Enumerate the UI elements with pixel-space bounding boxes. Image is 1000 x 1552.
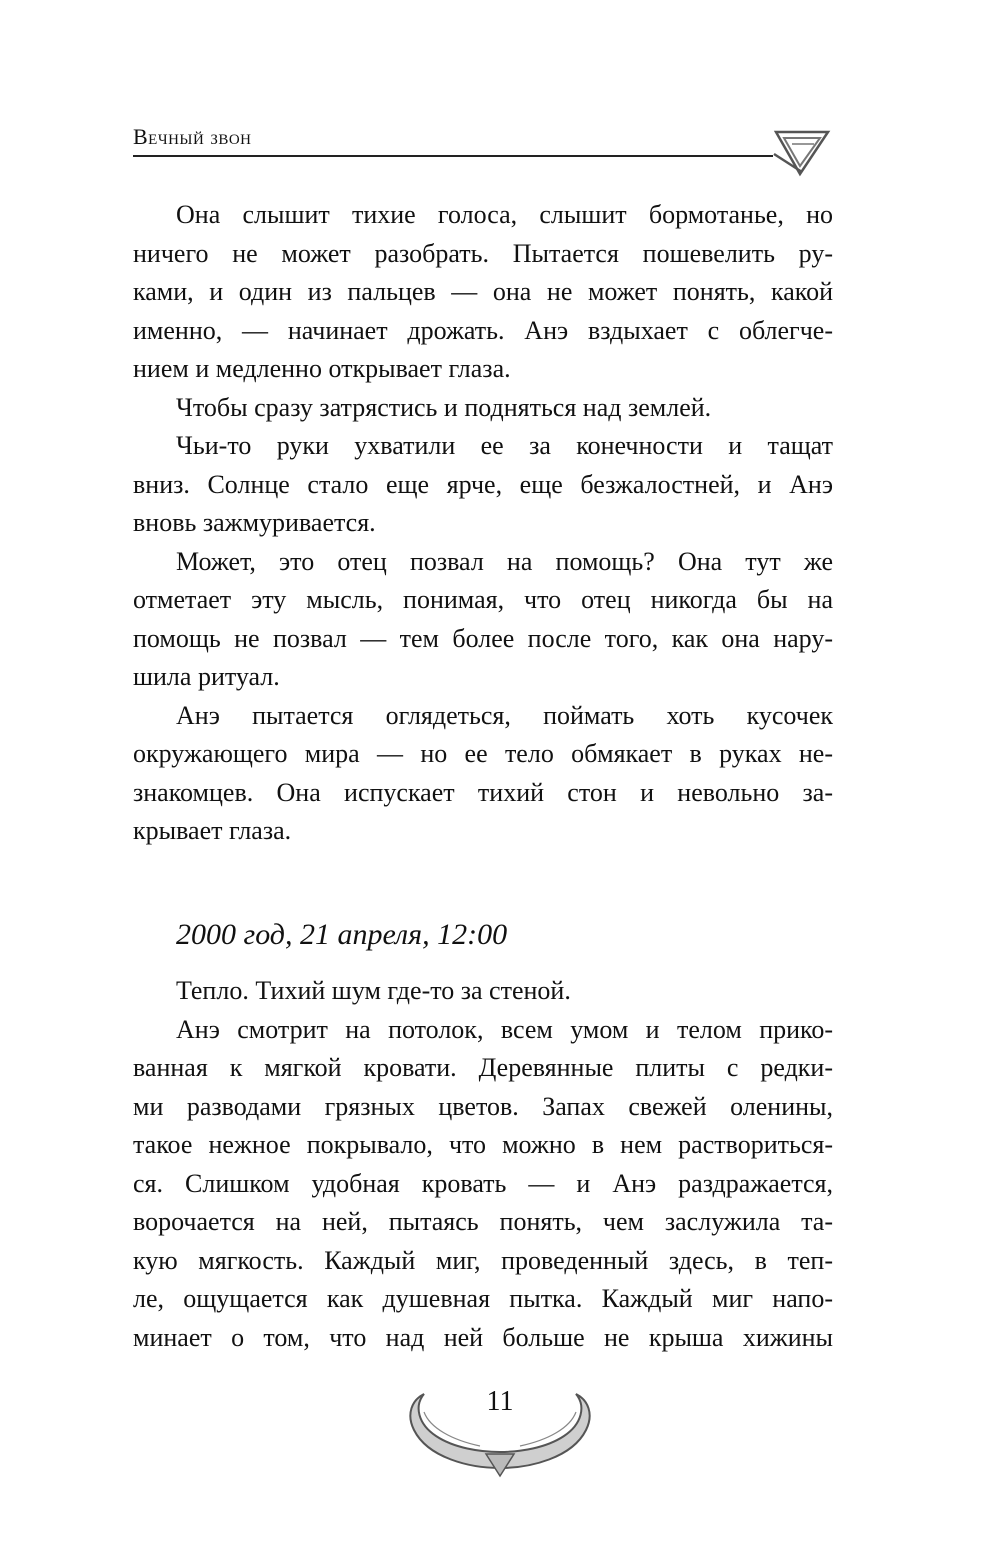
text-line: такое нежное покрывало, что можно в нем раствориться- [133, 1130, 833, 1159]
text-line: знакомцев. Она испускает тихий стон и невольно за- [133, 777, 833, 807]
text-line: шила ритуал. [133, 662, 280, 691]
section-date-heading: 2000 год, 21 апреля, 12:00 [176, 918, 508, 951]
text-line: нием и медленно открывает глаза. [133, 354, 511, 383]
text-line: Анэ пытается оглядеться, поймать хоть кусочек [176, 700, 833, 730]
header-rule [133, 155, 773, 157]
text-line: Чьи-то руки ухватили ее за конечности и тащат [176, 431, 833, 460]
text-line: ся. Слишком удобная кровать — и Анэ раздражается, [133, 1168, 833, 1198]
text-line: окружающего мира — но ее тело обмякает в руках не- [133, 739, 833, 768]
text-line: именно, — начинает дрожать. Анэ вздыхает с облегче- [133, 315, 833, 345]
book-title: Вечный звон [133, 124, 252, 149]
text-block-1 [133, 196, 833, 851]
text-line: помощь не позвал — тем более после того, как она нару- [133, 623, 833, 653]
triangle-ornament-icon [770, 128, 834, 178]
text-line: ле, ощущается как душевная пытка. Каждый миг напо- [133, 1284, 833, 1313]
text-block-2 [133, 972, 833, 1357]
text-line: ничего не может разобрать. Пытается пошевелить ру- [133, 238, 833, 268]
text-line: минает о том, что над ней больше не крыша хижины [133, 1322, 833, 1352]
text-line: кую мягкость. Каждый миг, проведенный здесь, в теп- [133, 1245, 833, 1275]
page-number: 11 [486, 1386, 514, 1417]
text-line: ми разводами грязных цветов. Запах свежей оленины, [133, 1091, 833, 1121]
text-line: ворочается на ней, пытаясь понять, чем заслужила та- [133, 1207, 833, 1236]
text-line: Анэ смотрит на потолок, всем умом и телом прико- [176, 1014, 833, 1044]
text-line: Тепло. Тихий шум где-то за стеной. [176, 976, 571, 1005]
text-line: Она слышит тихие голоса, слышит бормотанье, но [176, 200, 833, 229]
text-line: Чтобы сразу затрястись и подняться над землей. [176, 392, 712, 422]
text-line: вниз. Солнце стало еще ярче, еще безжалостней, и Анэ [133, 469, 833, 499]
text-line: Может, это отец позвал на помощь? Она тут же [176, 546, 833, 576]
text-line: вновь зажмуривается. [133, 508, 376, 537]
text-line: ванная к мягкой кровати. Деревянные плиты с редки- [133, 1053, 833, 1082]
text-line: отметает эту мысль, понимая, что отец никогда бы на [133, 585, 833, 614]
text-line: крывает глаза. [133, 816, 292, 845]
text-line: ками, и один из пальцев — она не может понять, какой [133, 277, 833, 306]
